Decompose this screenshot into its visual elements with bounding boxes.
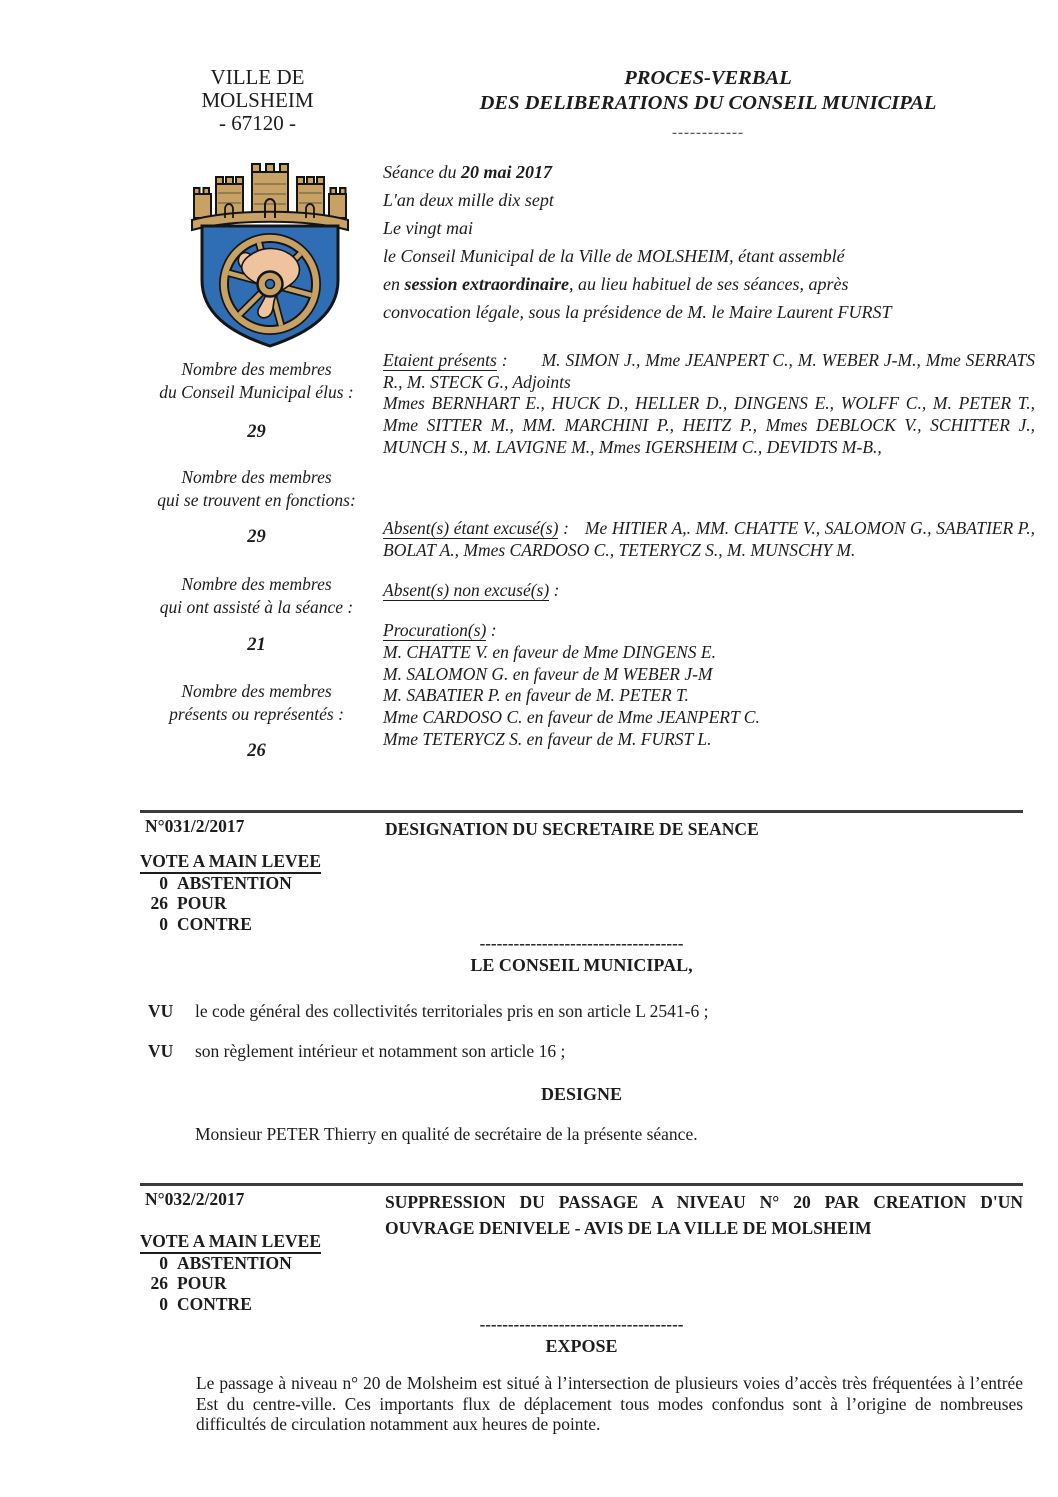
body-heading: EXPOSE bbox=[545, 1336, 618, 1356]
vote-label: POUR bbox=[177, 1273, 227, 1294]
document-title bbox=[380, 66, 1036, 146]
decision-heading: DESIGNE bbox=[540, 1084, 623, 1104]
members-attending-label: Nombre des membres qui ont assisté à la séance : bbox=[159, 574, 354, 617]
procuration-item: M. SABATIER P. en faveur de M. PETER T. bbox=[383, 685, 689, 706]
vote-heading: VOTE A MAIN LEVEE bbox=[140, 1231, 321, 1254]
session-line: le Conseil Municipal de la Ville de MOLSHEIM, étant assemblé bbox=[383, 246, 845, 266]
vote-block bbox=[140, 851, 321, 934]
vote-row bbox=[140, 1294, 321, 1314]
doc-title-line2: DES DELIBERATIONS DU CONSEIL MUNICIPAL bbox=[479, 92, 937, 114]
section-divider bbox=[140, 1183, 1023, 1186]
vote-count: 0 bbox=[159, 1293, 168, 1314]
seance-date-line: Séance du 20 mai 2017 bbox=[383, 162, 552, 182]
session-details bbox=[383, 158, 1035, 326]
vu-label: VU bbox=[148, 1001, 174, 1021]
procurations-label: Procuration(s) bbox=[383, 620, 487, 640]
crest-crown bbox=[192, 164, 348, 230]
dashed-separator: ------------------------------------ bbox=[479, 1315, 684, 1334]
session-line: Le vingt mai bbox=[383, 218, 473, 238]
deliberation-number: N°031/2/2017 bbox=[145, 816, 245, 836]
expose-paragraph: Le passage à niveau n° 20 de Molsheim est situé à l’intersection de plusieurs voies d’accès très fréquentées à l’entrée Est du centre-ville. Ces importants flux de déplacement tous modes confondus sont à l’origine de nombreuses difficultés de circulation notamment aux heures de pointe. bbox=[196, 1373, 1023, 1435]
city-header bbox=[140, 66, 375, 135]
crest-wheel-hub-hole bbox=[266, 280, 275, 289]
deliberation-title: DESIGNATION DU SECRETAIRE DE SEANCE bbox=[385, 819, 759, 839]
vu-text: son règlement intérieur et notamment son article 16 ; bbox=[195, 1041, 566, 1061]
vote-row bbox=[140, 873, 321, 893]
doc-title-line1: PROCES-VERBAL bbox=[624, 67, 792, 89]
city-name-line1: VILLE DE bbox=[210, 65, 305, 89]
procurations-block: Procuration(s) : M. CHATTE V. en faveur de Mme DINGENS E. M. SALOMON G. en faveur de M WEBER J-M M. SABATIER P. en faveur de M. PETER T. Mme CARDOSO C. en faveur de Mme JEANPERT C. Mme TETERYCZ S. en faveur de M. FURST L. bbox=[383, 620, 1035, 751]
present-members-block: Etaient présents : M. SIMON J., Mme JEANPERT C., M. WEBER J-M., Mme SERRATS R., M. STECK G., Adjoints Mmes BERNHART E., HUCK D., HELLER D., DINGENS E., WOLFF C., M. PETER T., Mme SITTER M., MM. MARCHINI P., HEITZ P., Mmes DEBLOCK V., SCHITTER J., MUNCH S., M. LAVIGNE M., Mmes IGERSHEIM C., DEVIDTS M-B., bbox=[383, 350, 1036, 457]
vu-clause bbox=[140, 1041, 1023, 1062]
procuration-item: Mme CARDOSO C. en faveur de Mme JEANPERT C. bbox=[383, 707, 760, 728]
vote-block bbox=[140, 1231, 321, 1314]
vote-label: ABSTENTION bbox=[177, 873, 292, 893]
procuration-item: M. SALOMON G. en faveur de M WEBER J-M bbox=[383, 663, 713, 684]
vote-label: ABSTENTION bbox=[177, 1253, 292, 1273]
vote-count: 26 bbox=[150, 1273, 168, 1294]
vote-count: 0 bbox=[159, 913, 168, 934]
session-line: L'an deux mille dix sept bbox=[383, 190, 554, 210]
vote-label: CONTRE bbox=[177, 1293, 252, 1314]
absent-unexcused-block: Absent(s) non excusé(s) : bbox=[383, 580, 560, 600]
decision-text: Monsieur PETER Thierry en qualité de secrétaire de la présente séance. bbox=[195, 1124, 698, 1144]
members-represented-label: Nombre des membres présents ou représentés : bbox=[169, 681, 344, 724]
absent-excused-block: Absent(s) étant excusé(s) : Me HITIER A,. MM. CHATTE V., SALOMON G., SABATIER P., BOLAT A., Mmes CARDOSO C., TETERYCZ S., M. MUNSCHY M. bbox=[383, 518, 1035, 560]
absent-unexcused-label: Absent(s) non excusé(s) bbox=[383, 580, 550, 600]
vote-count: 0 bbox=[159, 1253, 168, 1273]
vote-row bbox=[140, 1253, 321, 1273]
absent-excused-label: Absent(s) étant excusé(s) bbox=[383, 518, 559, 538]
body-heading: LE CONSEIL MUNICIPAL, bbox=[470, 955, 693, 975]
dashed-separator: ------------------------------------ bbox=[479, 934, 684, 953]
session-line: en session extraordinaire, au lieu habituel de ses séances, après bbox=[383, 274, 849, 294]
procuration-item: Mme TETERYCZ S. en faveur de M. FURST L. bbox=[383, 728, 712, 749]
vote-count: 26 bbox=[150, 893, 168, 914]
present-names-1: M. SIMON J., Mme JEANPERT C., M. WEBER J-M., Mme SERRATS R., M. STECK G., Adjoints bbox=[383, 350, 1036, 392]
session-line: convocation légale, sous la présidence de M. le Maire Laurent FURST bbox=[383, 302, 892, 322]
members-represented-value: 26 bbox=[247, 741, 266, 761]
city-name-line2: MOLSHEIM bbox=[201, 88, 314, 112]
deliberation-title: SUPPRESSION DU PASSAGE A NIVEAU N° 20 PAR CREATION D'UN OUVRAGE DENIVELE - AVIS DE LA VILLE DE MOLSHEIM bbox=[385, 1192, 1023, 1238]
vote-row bbox=[140, 914, 321, 934]
members-in-office-label: Nombre des membres qui se trouvent en fonctions: bbox=[157, 467, 356, 510]
vu-label: VU bbox=[148, 1041, 174, 1061]
vu-clause bbox=[140, 1001, 1023, 1022]
city-postal-code: - 67120 - bbox=[219, 111, 296, 135]
vote-count: 0 bbox=[159, 873, 168, 893]
members-elected-value: 29 bbox=[247, 422, 266, 442]
vote-heading: VOTE A MAIN LEVEE bbox=[140, 851, 321, 874]
present-names-2: Mmes BERNHART E., HUCK D., HELLER D., DINGENS E., WOLFF C., M. PETER T., Mme SITTER M., MM. MARCHINI P., HEITZ P., Mmes DEBLOCK V., SCHITTER J., MUNCH S., M. LAVIGNE M., Mmes IGERSHEIM C., DEVIDTS M-B., bbox=[383, 393, 1035, 457]
vote-row bbox=[140, 1273, 321, 1293]
section-divider bbox=[140, 810, 1023, 813]
vote-label: CONTRE bbox=[177, 913, 252, 934]
present-label: Etaient présents bbox=[383, 350, 497, 370]
molsheim-coat-of-arms-icon bbox=[188, 160, 352, 352]
title-dashes: ------------ bbox=[672, 125, 744, 141]
vote-row bbox=[140, 893, 321, 913]
members-attending-value: 21 bbox=[247, 635, 266, 655]
vu-text: le code général des collectivités territoriales pris en son article L 2541-6 ; bbox=[195, 1001, 709, 1021]
absent-excused-names: Me HITIER A,. MM. CHATTE V., SALOMON G., SABATIER P., BOLAT A., Mmes CARDOSO C., TETERYCZ S., M. MUNSCHY M. bbox=[383, 518, 1035, 560]
vote-label: POUR bbox=[177, 893, 227, 914]
procuration-item: M. CHATTE V. en faveur de Mme DINGENS E. bbox=[383, 641, 716, 662]
members-elected-label: Nombre des membres du Conseil Municipal élus : bbox=[159, 359, 354, 402]
deliberation-number: N°032/2/2017 bbox=[145, 1189, 245, 1209]
members-in-office-value: 29 bbox=[247, 527, 266, 547]
